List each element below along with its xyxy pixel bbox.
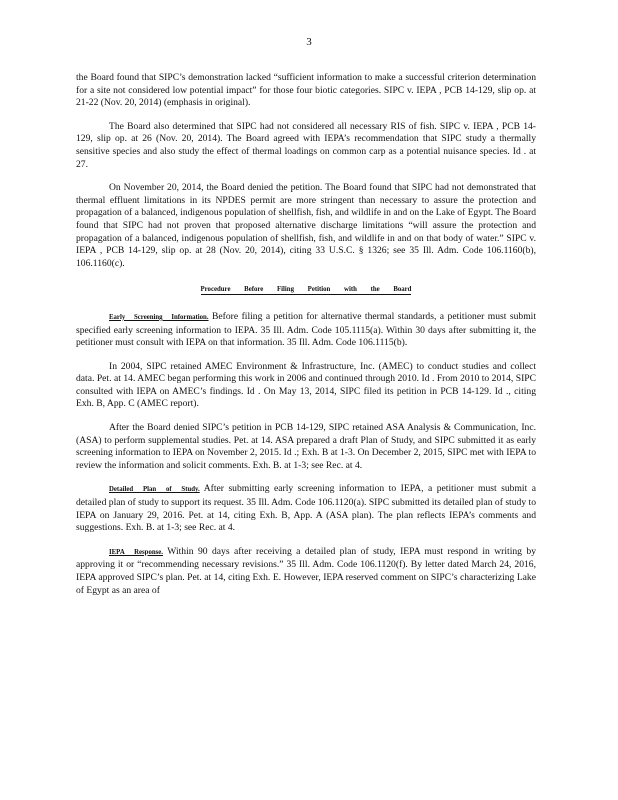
early-screening-text: Before filing a petition for alternative thermal standards, a petitioner must submit specified early screening information to IEPA. 35 Ill. Adm. Code 105.1115(a). Within 30 days after submitting it, the petitioner must consult with IEPA on that information. 35 Ill. Adm. Code 106.1115(b). [76,310,537,349]
page-number: 3 [306,36,312,48]
paragraph-early-screening [76,311,536,350]
iepa-response-text: Within 90 days after receiving a detailed plan of study, IEPA must respond in writing by approving it or “recommending necessary revisions.” 35 Ill. Adm. Code 106.1120(f). By letter dated March 24, 2016, IEPA approved SIPC’s plan. Pet. at 14, citing Exh. E. However, IEPA reserved comment on SIPC’s characterizing Lake of Egypt as an area of [76,545,537,596]
section-heading [76,284,536,297]
section-heading-text: Procedure Before Filing Petition with the Board [200,286,412,294]
paragraph-iepa-response [76,546,536,597]
paragraph-asa: After the Board denied SIPC’s petition in PCB 14-129, SIPC retained ASA Analysis & Communication, Inc. (ASA) to perform supplemental studies. Pet. at 14. ASA prepared a draft Plan of Study, and SIPC submitted it as early screening information to IEPA on November 2, 2015. Id .; Exh. B at 1-3. On December 2, 2015, SIPC met with IEPA to review the information and solicit comments. Exh. B. at 1-3; see Rec. at 4. [76,422,536,471]
document-body [76,72,536,608]
early-screening-heading: Early Screening Information. [109,313,209,321]
iepa-response-heading: IEPA Response. [109,548,163,556]
paragraph-detailed-plan [76,483,536,534]
paragraph-board-finding: the Board found that SIPC’s demonstration lacked “sufficient information to make a successful criterion determination for a site not considered low potential impact” for those four biotic categories. SIPC v. IEPA , PCB 14-129, slip op. at 21-22 (Nov. 20, 2014) (emphasis in original). [76,72,536,109]
paragraph-petition-denied: On November 20, 2014, the Board denied the petition. The Board found that SIPC had not demonstrated that thermal effluent limitations in its NPDES permit are more stringent than necessary to assure the protection and propagation of a balanced, indigenous population of shellfish, fish, and wildlife in and on the Lake of Egypt. The Board found that SIPC had not proven that proposed alternative discharge limitations “will assure the protection and propagation of a balanced, indigenous population of shellfish, fish, and wildlife in and on that body of water.” SIPC v. IEPA , PCB 14-129, slip op. at 28 (Nov. 20, 2014), citing 33 U.S.C. § 1326; see 35 Ill. Adm. Code 106.1160(b), 106.1160(c). [76,182,536,269]
paragraph-amec: In 2004, SIPC retained AMEC Environment & Infrastructure, Inc. (AMEC) to conduct studies and collect data. Pet. at 14. AMEC began performing this work in 2006 and continued through 2010. Id . From 2010 to 2014, SIPC consulted with IEPA on AMEC’s findings. Id . On May 13, 2014, SIPC filed its petition in PCB 14-129. Id ., citing Exh. B, App. C (AMEC report). [76,360,536,410]
paragraph-ris-fish: The Board also determined that SIPC had not considered all necessary RIS of fish. SIPC v. IEPA , PCB 14-129, slip op. at 26 (Nov. 20, 2014). The Board agreed with IEPA’s recommendation that SIPC study a thermally sensitive species and also study the effect of thermal loadings on common carp as a potential nuisance species. Id . at 27. [76,120,536,170]
detailed-plan-heading: Detailed Plan of Study. [109,486,200,494]
detailed-plan-text: After submitting early screening information to IEPA, a petitioner must submit a detailed plan of study to support its request. 35 Ill. Adm. Code 106.1120(a). SIPC submitted its detailed plan of study to IEPA on January 29, 2016. Pet. at 14, citing Exh. B, App. A (ASA plan). The plan reflects IEPA’s comments and suggestions. Exh. B. at 1-3; see Rec. at 4. [76,483,536,534]
